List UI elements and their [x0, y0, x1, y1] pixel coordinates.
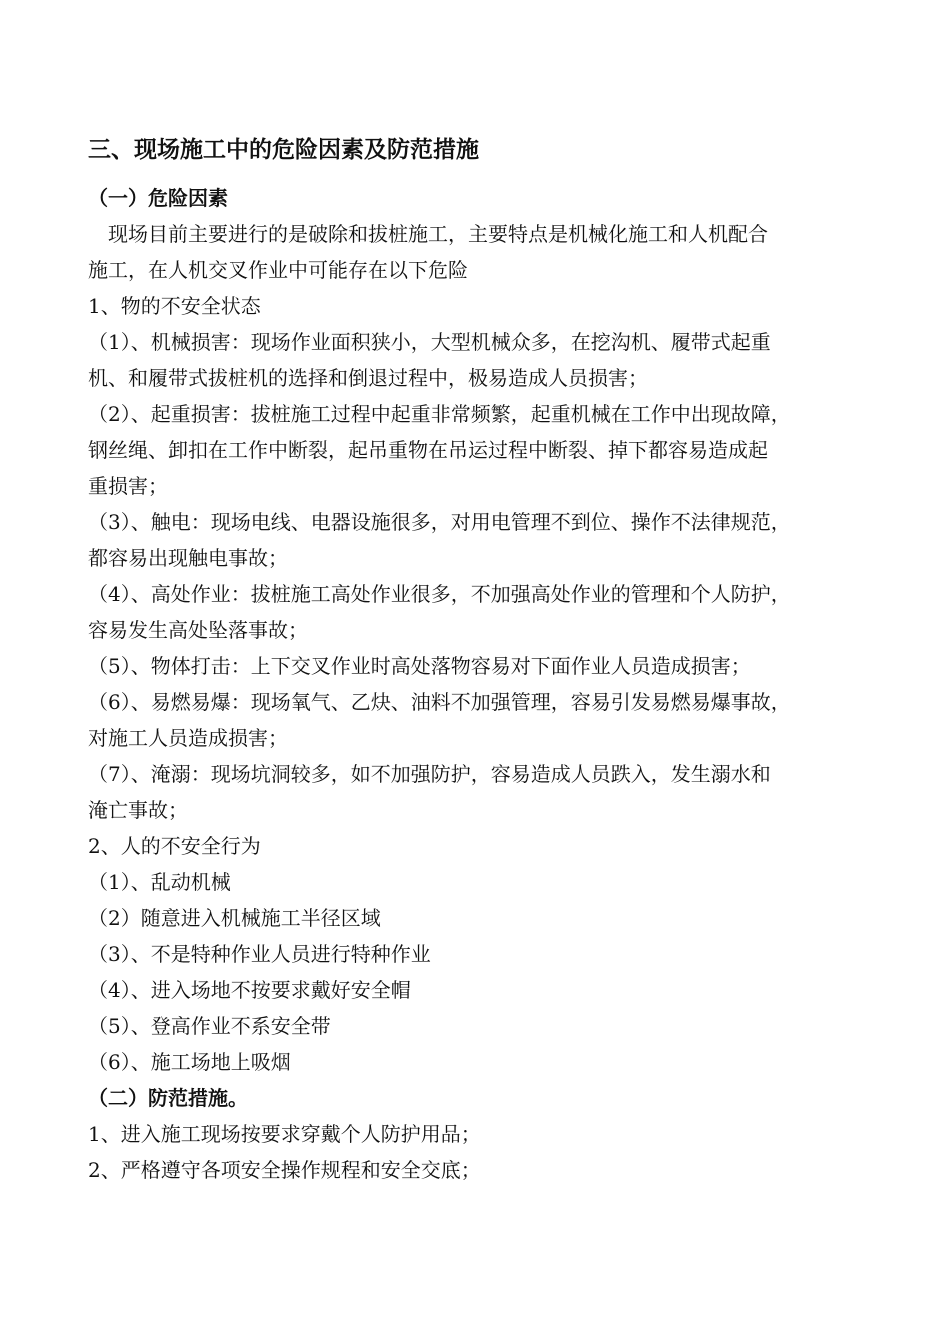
hazard-item-line: 机、和履带式拔桩机的选择和倒退过程中，极易造成人员损害；	[88, 366, 648, 390]
hazard-item-line: （6）、易燃易爆：现场氧气、乙炔、油料不加强管理，容易引发易燃易爆事故，	[88, 690, 791, 714]
measure-item: 1、进入施工现场按要求穿戴个人防护用品；	[88, 1122, 481, 1146]
measure-item: 2、严格遵守各项安全操作规程和安全交底；	[88, 1158, 481, 1182]
behavior-item: （2）随意进入机械施工半径区域	[88, 906, 381, 930]
behavior-item: （6）、施工场地上吸烟	[88, 1050, 291, 1074]
hazard-item-line: 淹亡事故；	[88, 798, 188, 822]
behavior-item: （5）、登高作业不系安全带	[88, 1014, 331, 1038]
behavior-item: （3）、不是特种作业人员进行特种作业	[88, 942, 431, 966]
hazard-item-line: 容易发生高处坠落事故；	[88, 618, 308, 642]
hazard-item-line: （4）、高处作业：拔桩施工高处作业很多，不加强高处作业的管理和个人防护，	[88, 582, 791, 606]
hazard-item-line: 钢丝绳、卸扣在工作中断裂，起吊重物在吊运过程中断裂、掉下都容易造成起	[88, 438, 768, 462]
subheading-unsafe-behaviors: 2、人的不安全行为	[88, 834, 261, 858]
hazard-item-line: （1）、机械损害：现场作业面积狭小，大型机械众多，在挖沟机、履带式起重	[88, 330, 771, 354]
hazard-item-line: 对施工人员造成损害；	[88, 726, 288, 750]
behavior-item: （4）、进入场地不按要求戴好安全帽	[88, 978, 411, 1002]
hazard-item-line: （7）、淹溺：现场坑洞较多，如不加强防护，容易造成人员跌入，发生溺水和	[88, 762, 771, 786]
intro-paragraph-line: 现场目前主要进行的是破除和拔桩施工，主要特点是机械化施工和人机配合	[108, 222, 768, 246]
intro-paragraph-line: 施工，在人机交叉作业中可能存在以下危险	[88, 258, 468, 282]
hazard-item-line: （3）、触电：现场电线、电器设施很多，对用电管理不到位、操作不法律规范，	[88, 510, 791, 534]
hazard-item-line: 重损害；	[88, 474, 168, 498]
hazard-item-line: （2）、起重损害：拔桩施工过程中起重非常频繁，起重机械在工作中出现故障，	[88, 402, 791, 426]
section-heading-measures: （二）防范措施。	[88, 1086, 248, 1110]
behavior-item: （1）、乱动机械	[88, 870, 231, 894]
document-body	[88, 180, 868, 1188]
section-heading-hazards: （一）危险因素	[88, 186, 228, 210]
document-title: 三、现场施工中的危险因素及防范措施	[88, 137, 479, 163]
subheading-unsafe-conditions: 1、物的不安全状态	[88, 294, 261, 318]
hazard-item-line: （5）、物体打击：上下交叉作业时高处落物容易对下面作业人员造成损害；	[88, 654, 751, 678]
hazard-item-line: 都容易出现触电事故；	[88, 546, 288, 570]
